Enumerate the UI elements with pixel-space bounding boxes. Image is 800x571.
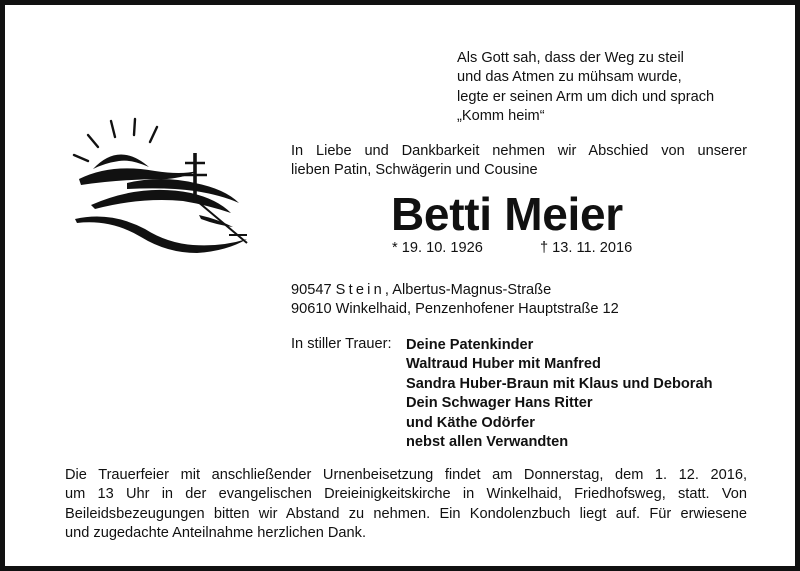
birth-date: * 19. 10. 1926 bbox=[392, 240, 483, 256]
mourner-entry: Waltraud Huber mit Manfred bbox=[406, 356, 601, 373]
death-date: † 13. 11. 2016 bbox=[540, 240, 633, 256]
poem-line: und das Atmen zu mühsam wurde, bbox=[457, 69, 682, 86]
mourning-label: In stiller Trauer: bbox=[291, 336, 392, 352]
poem-line: Als Gott sah, dass der Weg zu steil bbox=[457, 50, 684, 66]
address-street: , Albertus-Magnus-Straße bbox=[384, 282, 552, 298]
notice-line: und zugedachte Anteilnahme herzlichen Dank. bbox=[65, 524, 366, 541]
poem-line: „Komm heim“ bbox=[457, 107, 545, 124]
addresses bbox=[291, 281, 619, 320]
mourner-entry: nebst allen Verwandten bbox=[406, 434, 569, 451]
deceased-name: Betti Meier bbox=[391, 188, 623, 240]
address-line bbox=[291, 281, 619, 300]
poem bbox=[457, 49, 714, 126]
intro-line: In Liebe und Dankbarkeit nehmen wir Abschied von unserer bbox=[291, 143, 747, 159]
intro-line: lieben Patin, Schwägerin und Cousine bbox=[291, 162, 538, 179]
address-city: Stein bbox=[335, 282, 385, 298]
mourner-entry: und Käthe Odörfer bbox=[406, 414, 535, 431]
address-zip: 90547 bbox=[291, 282, 332, 298]
mourner-entry: Sandra Huber-Braun mit Klaus und Deborah bbox=[406, 375, 713, 392]
sunset-hills-cross-icon bbox=[71, 117, 261, 263]
intro-text bbox=[291, 142, 747, 181]
notice-line: Beileidsbezeugungen bitten wir Abstand zu nehmen. Ein Kondolenzbuch liegt auf. Für erwiesene bbox=[65, 505, 747, 522]
poem-line: legte er seinen Arm um dich und sprach bbox=[457, 88, 715, 105]
funeral-notice bbox=[65, 466, 747, 543]
notice-line: Die Trauerfeier mit anschließender Urnenbeisetzung findet am Donnerstag, dem 1. 12. 2016, bbox=[65, 467, 747, 483]
mourners-list bbox=[406, 336, 713, 452]
mourner-entry: Dein Schwager Hans Ritter bbox=[406, 395, 593, 412]
mourner-entry: Deine Patenkinder bbox=[406, 337, 534, 353]
notice-line: um 13 Uhr in der evangelischen Dreieinigkeitskirche in Winkelhaid, Friedhofsweg, statt. Von bbox=[65, 486, 747, 503]
address-line: 90610 Winkelhaid, Penzenhofener Hauptstraße 12 bbox=[291, 301, 619, 318]
